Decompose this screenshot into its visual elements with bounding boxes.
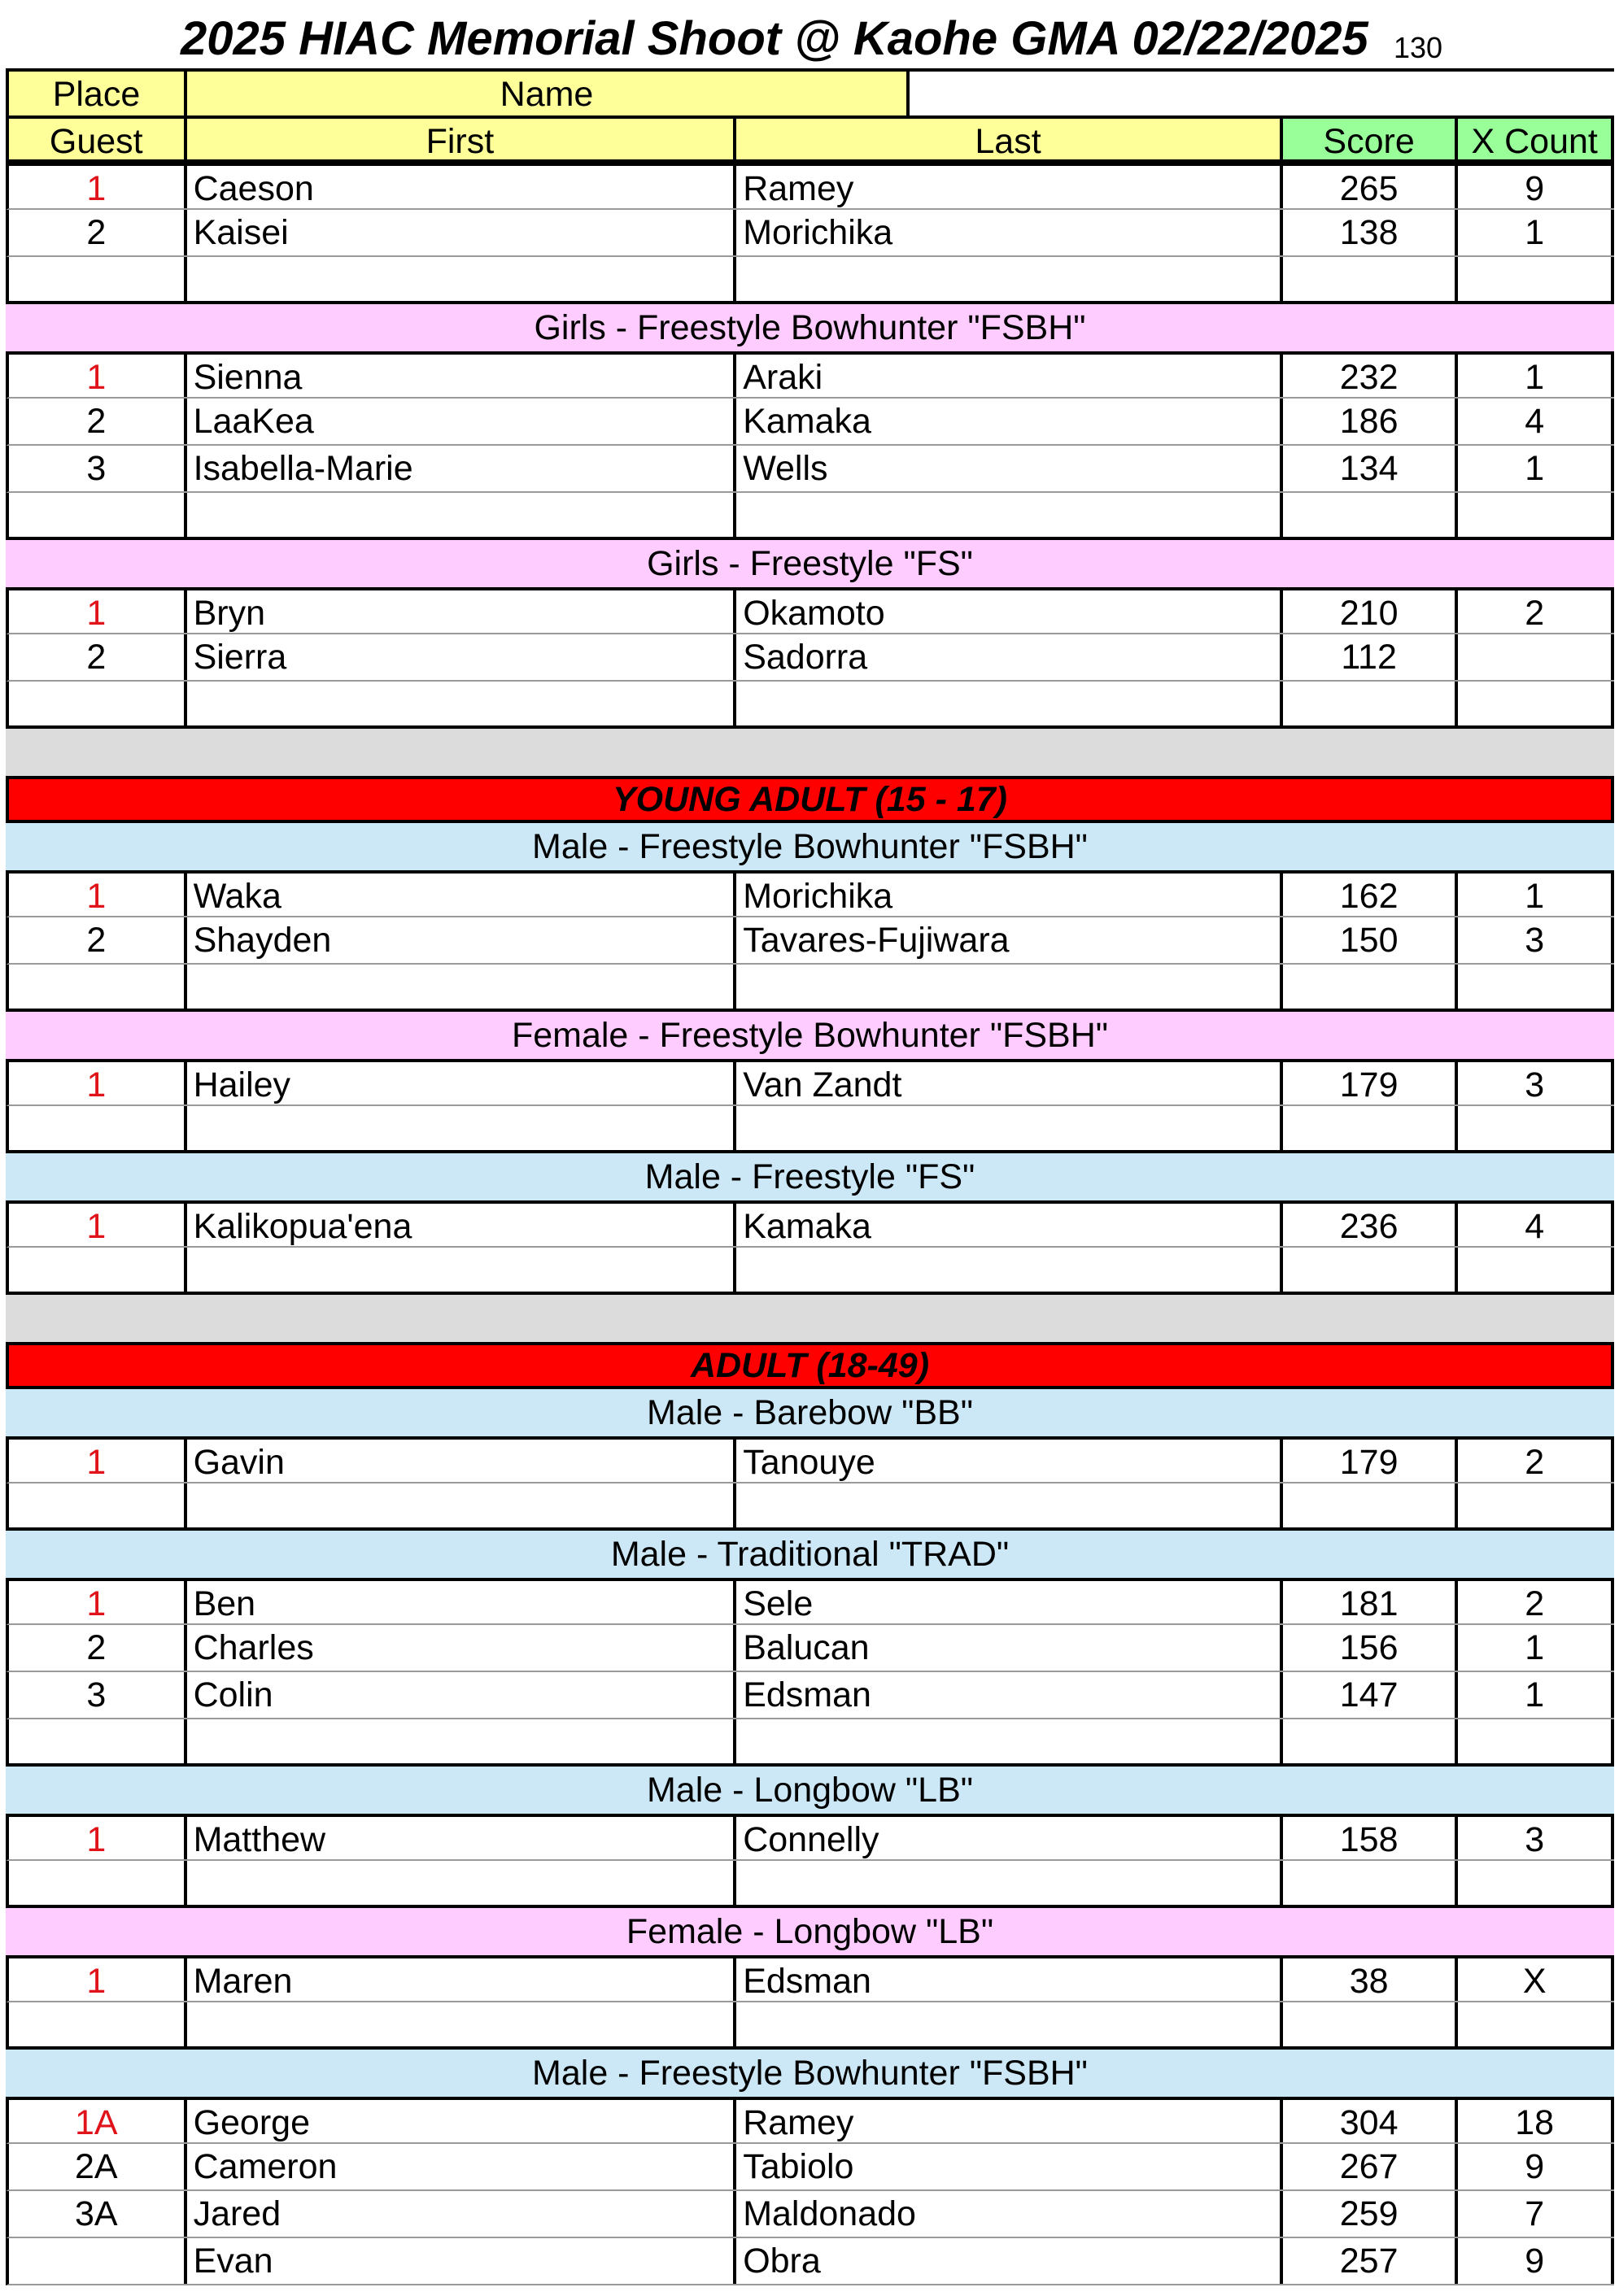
division-heading: Male - Freestyle Bowhunter "FSBH" bbox=[6, 2050, 1614, 2097]
place-cell bbox=[9, 2238, 184, 2284]
place-cell bbox=[9, 257, 184, 301]
score-cell: 156 bbox=[1280, 1625, 1455, 1671]
score-cell: 265 bbox=[1280, 166, 1455, 208]
place-cell bbox=[9, 1861, 184, 1905]
place-cell: 3 bbox=[86, 449, 107, 488]
last-name-cell bbox=[733, 682, 1280, 725]
score-cell: 257 bbox=[1280, 2238, 1455, 2284]
place-cell: 1 bbox=[86, 1443, 107, 1482]
x-count-cell: 2 bbox=[1455, 1440, 1614, 1482]
score-cell: 138 bbox=[1280, 210, 1455, 255]
table-row bbox=[6, 1436, 1614, 1483]
table-row bbox=[6, 870, 1614, 917]
place-cell bbox=[9, 1719, 184, 1763]
place-cell: 1 bbox=[86, 358, 107, 397]
last-name-cell: Sadorra bbox=[733, 634, 1280, 680]
place-cell: 1A bbox=[74, 2103, 118, 2142]
age-group-heading: ADULT (18-49) bbox=[6, 1342, 1614, 1389]
first-name-cell: Charles bbox=[184, 1625, 734, 1671]
place-cell: 2 bbox=[86, 638, 107, 677]
score-cell bbox=[1280, 1248, 1455, 1292]
x-count-cell: 1 bbox=[1455, 210, 1614, 255]
separator-band bbox=[6, 729, 1614, 776]
table-row bbox=[6, 1955, 1614, 2002]
division-heading: Male - Freestyle Bowhunter "FSBH" bbox=[6, 823, 1614, 870]
last-name-cell: Sele bbox=[733, 1581, 1280, 1623]
last-name-cell: Tavares-Fujiwara bbox=[733, 917, 1280, 963]
x-count-cell: 9 bbox=[1455, 2238, 1614, 2284]
place-header: Place bbox=[9, 72, 184, 115]
score-cell: 236 bbox=[1280, 1204, 1455, 1246]
last-name-cell: Maldonado bbox=[733, 2191, 1280, 2237]
place-cell: 1 bbox=[86, 1207, 107, 1246]
first-name-cell: Sienna bbox=[184, 355, 734, 397]
table-row bbox=[6, 2191, 1614, 2238]
page-number: 130 bbox=[1394, 31, 1443, 64]
table-row bbox=[6, 1059, 1614, 1106]
division-heading: Female - Longbow "LB" bbox=[6, 1908, 1614, 1955]
table-row bbox=[6, 2097, 1614, 2144]
table-row bbox=[6, 2002, 1614, 2050]
x-count-cell: 2 bbox=[1455, 1581, 1614, 1623]
last-name-cell: Okamoto bbox=[733, 590, 1280, 633]
x-count-cell bbox=[1455, 257, 1614, 301]
first-name-cell: Jared bbox=[184, 2191, 734, 2237]
table-row bbox=[6, 1200, 1614, 1248]
score-cell: 162 bbox=[1280, 874, 1455, 916]
table-row bbox=[6, 1106, 1614, 1153]
place-cell: 2 bbox=[86, 1628, 107, 1667]
table-row bbox=[6, 634, 1614, 682]
table-row bbox=[6, 399, 1614, 446]
place-cell: 3 bbox=[86, 1675, 107, 1714]
first-name-cell: George bbox=[184, 2100, 734, 2142]
table-row bbox=[6, 917, 1614, 965]
place-cell: 1 bbox=[86, 1820, 107, 1859]
x-count-cell: 3 bbox=[1455, 917, 1614, 963]
division-heading: Female - Freestyle Bowhunter "FSBH" bbox=[6, 1012, 1614, 1059]
score-cell: 186 bbox=[1280, 399, 1455, 444]
score-cell: 259 bbox=[1280, 2191, 1455, 2237]
first-name-cell bbox=[184, 1719, 734, 1763]
last-name-cell: Tanouye bbox=[733, 1440, 1280, 1482]
first-name-cell: Maren bbox=[184, 1958, 734, 2001]
place-cell: 2A bbox=[74, 2147, 118, 2186]
score-cell: 210 bbox=[1280, 590, 1455, 633]
x-count-cell: 2 bbox=[1455, 590, 1614, 633]
table-row bbox=[6, 163, 1614, 210]
last-name-cell: Balucan bbox=[733, 1625, 1280, 1671]
page-header bbox=[0, 0, 1619, 68]
place-cell: 1 bbox=[86, 1065, 107, 1104]
x-count-cell: 1 bbox=[1455, 446, 1614, 491]
first-name-cell: Colin bbox=[184, 1672, 734, 1718]
last-name-cell: Van Zandt bbox=[733, 1062, 1280, 1104]
place-cell bbox=[9, 1483, 184, 1527]
first-name-cell: Waka bbox=[184, 874, 734, 916]
header-spacer bbox=[910, 72, 1614, 115]
place-cell bbox=[9, 2002, 184, 2046]
x-count-cell: 1 bbox=[1455, 874, 1614, 916]
x-count-cell: 9 bbox=[1455, 166, 1614, 208]
first-name-cell: Ben bbox=[184, 1581, 734, 1623]
last-name-cell: Ramey bbox=[733, 166, 1280, 208]
first-name-cell bbox=[184, 965, 734, 1009]
x-count-cell: 1 bbox=[1455, 1672, 1614, 1718]
table-row bbox=[6, 587, 1614, 634]
place-cell: 2 bbox=[86, 402, 107, 441]
score-cell bbox=[1280, 1861, 1455, 1905]
x-count-cell bbox=[1455, 682, 1614, 725]
last-name-cell bbox=[733, 1861, 1280, 1905]
score-cell: 150 bbox=[1280, 917, 1455, 963]
score-cell: 232 bbox=[1280, 355, 1455, 397]
division-heading: Girls - Freestyle "FS" bbox=[6, 540, 1614, 587]
first-name-cell bbox=[184, 1483, 734, 1527]
x-count-cell: 9 bbox=[1455, 2144, 1614, 2189]
place-cell: 1 bbox=[86, 877, 107, 916]
last-name-cell: Obra bbox=[733, 2238, 1280, 2284]
page-title: 2025 HIAC Memorial Shoot @ Kaohe GMA 02/22/2025 bbox=[181, 12, 1368, 65]
score-cell: 134 bbox=[1280, 446, 1455, 491]
x-count-cell: 3 bbox=[1455, 1817, 1614, 1859]
last-header: Last bbox=[733, 119, 1280, 159]
first-name-cell bbox=[184, 1861, 734, 1905]
x-count-cell bbox=[1455, 2002, 1614, 2046]
last-name-cell: Ramey bbox=[733, 2100, 1280, 2142]
first-name-cell: Matthew bbox=[184, 1817, 734, 1859]
separator-band bbox=[6, 1295, 1614, 1342]
table-row bbox=[6, 1578, 1614, 1625]
table-row bbox=[6, 351, 1614, 399]
last-name-cell bbox=[733, 1719, 1280, 1763]
x-count-cell bbox=[1455, 493, 1614, 537]
first-name-cell bbox=[184, 682, 734, 725]
results-body bbox=[6, 163, 1614, 2285]
first-name-cell bbox=[184, 1106, 734, 1150]
score-cell: 181 bbox=[1280, 1581, 1455, 1623]
last-name-cell bbox=[733, 1483, 1280, 1527]
score-header: Score bbox=[1280, 119, 1455, 159]
score-cell: 179 bbox=[1280, 1062, 1455, 1104]
table-row bbox=[6, 1861, 1614, 1908]
last-name-cell: Edsman bbox=[733, 1958, 1280, 2001]
x-count-cell bbox=[1455, 1248, 1614, 1292]
table-row bbox=[6, 1672, 1614, 1719]
first-header: First bbox=[184, 119, 734, 159]
x-count-cell: 4 bbox=[1455, 1204, 1614, 1246]
last-name-cell: Kamaka bbox=[733, 399, 1280, 444]
x-count-cell bbox=[1455, 1483, 1614, 1527]
table-row bbox=[6, 1625, 1614, 1672]
table-row bbox=[6, 2238, 1614, 2285]
first-name-cell bbox=[184, 2002, 734, 2046]
table-row bbox=[6, 1814, 1614, 1861]
score-cell bbox=[1280, 1106, 1455, 1150]
place-cell: 2 bbox=[86, 213, 107, 252]
division-heading: Girls - Freestyle Bowhunter "FSBH" bbox=[6, 304, 1614, 351]
place-cell: 1 bbox=[86, 1584, 107, 1623]
x-count-cell bbox=[1455, 1719, 1614, 1763]
score-cell: 267 bbox=[1280, 2144, 1455, 2189]
score-cell bbox=[1280, 965, 1455, 1009]
place-cell: 1 bbox=[86, 1962, 107, 2001]
table-row bbox=[6, 257, 1614, 304]
table-row bbox=[6, 493, 1614, 540]
last-name-cell: Morichika bbox=[733, 210, 1280, 255]
first-name-cell: Gavin bbox=[184, 1440, 734, 1482]
x-count-cell: X bbox=[1455, 1958, 1614, 2001]
place-cell: 1 bbox=[86, 594, 107, 633]
score-cell bbox=[1280, 1483, 1455, 1527]
score-cell bbox=[1280, 1719, 1455, 1763]
x-count-cell bbox=[1455, 1861, 1614, 1905]
last-name-cell bbox=[733, 493, 1280, 537]
first-name-cell: Kaisei bbox=[184, 210, 734, 255]
x-count-cell: 1 bbox=[1455, 1625, 1614, 1671]
last-name-cell bbox=[733, 257, 1280, 301]
score-cell bbox=[1280, 682, 1455, 725]
x-count-cell: 7 bbox=[1455, 2191, 1614, 2237]
x-count-cell: 1 bbox=[1455, 355, 1614, 397]
first-name-cell: Kalikopua'ena bbox=[184, 1204, 734, 1246]
x-count-header: X Count bbox=[1455, 119, 1614, 159]
table-row bbox=[6, 446, 1614, 493]
score-cell: 38 bbox=[1280, 1958, 1455, 2001]
header-row-1 bbox=[6, 68, 1614, 115]
first-name-cell bbox=[184, 257, 734, 301]
first-name-cell: Caeson bbox=[184, 166, 734, 208]
table-row bbox=[6, 682, 1614, 729]
first-name-cell: LaaKea bbox=[184, 399, 734, 444]
guest-header: Guest bbox=[9, 119, 184, 159]
place-cell bbox=[9, 1248, 184, 1292]
division-heading: Male - Longbow "LB" bbox=[6, 1767, 1614, 1814]
score-cell: 147 bbox=[1280, 1672, 1455, 1718]
score-cell: 179 bbox=[1280, 1440, 1455, 1482]
table-row bbox=[6, 1719, 1614, 1767]
x-count-cell: 18 bbox=[1455, 2100, 1614, 2142]
x-count-cell: 4 bbox=[1455, 399, 1614, 444]
last-name-cell: Morichika bbox=[733, 874, 1280, 916]
place-cell bbox=[9, 1106, 184, 1150]
table-row bbox=[6, 1248, 1614, 1295]
name-header: Name bbox=[184, 72, 910, 115]
first-name-cell: Evan bbox=[184, 2238, 734, 2284]
age-group-heading: YOUNG ADULT (15 - 17) bbox=[6, 776, 1614, 823]
first-name-cell: Hailey bbox=[184, 1062, 734, 1104]
first-name-cell: Isabella-Marie bbox=[184, 446, 734, 491]
last-name-cell: Connelly bbox=[733, 1817, 1280, 1859]
first-name-cell: Sierra bbox=[184, 634, 734, 680]
last-name-cell: Tabiolo bbox=[733, 2144, 1280, 2189]
score-cell bbox=[1280, 257, 1455, 301]
division-heading: Male - Barebow "BB" bbox=[6, 1389, 1614, 1436]
table-row bbox=[6, 1483, 1614, 1531]
place-cell bbox=[9, 493, 184, 537]
place-cell bbox=[9, 682, 184, 725]
score-cell bbox=[1280, 493, 1455, 537]
first-name-cell: Bryn bbox=[184, 590, 734, 633]
score-cell: 112 bbox=[1280, 634, 1455, 680]
score-cell: 158 bbox=[1280, 1817, 1455, 1859]
table-row bbox=[6, 965, 1614, 1012]
header-row-2 bbox=[6, 115, 1614, 163]
x-count-cell: 3 bbox=[1455, 1062, 1614, 1104]
score-cell bbox=[1280, 2002, 1455, 2046]
last-name-cell bbox=[733, 1106, 1280, 1150]
division-heading: Male - Freestyle "FS" bbox=[6, 1153, 1614, 1200]
first-name-cell bbox=[184, 493, 734, 537]
x-count-cell bbox=[1455, 634, 1614, 680]
results-sheet bbox=[6, 68, 1614, 2285]
division-heading: Male - Traditional "TRAD" bbox=[6, 1531, 1614, 1578]
last-name-cell: Edsman bbox=[733, 1672, 1280, 1718]
last-name-cell bbox=[733, 2002, 1280, 2046]
first-name-cell: Cameron bbox=[184, 2144, 734, 2189]
first-name-cell: Shayden bbox=[184, 917, 734, 963]
place-cell: 1 bbox=[86, 169, 107, 208]
x-count-cell bbox=[1455, 1106, 1614, 1150]
place-cell: 2 bbox=[86, 921, 107, 960]
first-name-cell bbox=[184, 1248, 734, 1292]
table-row bbox=[6, 2144, 1614, 2191]
last-name-cell: Araki bbox=[733, 355, 1280, 397]
last-name-cell bbox=[733, 965, 1280, 1009]
x-count-cell bbox=[1455, 965, 1614, 1009]
last-name-cell: Kamaka bbox=[733, 1204, 1280, 1246]
last-name-cell bbox=[733, 1248, 1280, 1292]
score-cell: 304 bbox=[1280, 2100, 1455, 2142]
table-row bbox=[6, 210, 1614, 257]
place-cell bbox=[9, 965, 184, 1009]
last-name-cell: Wells bbox=[733, 446, 1280, 491]
place-cell: 3A bbox=[74, 2194, 118, 2233]
